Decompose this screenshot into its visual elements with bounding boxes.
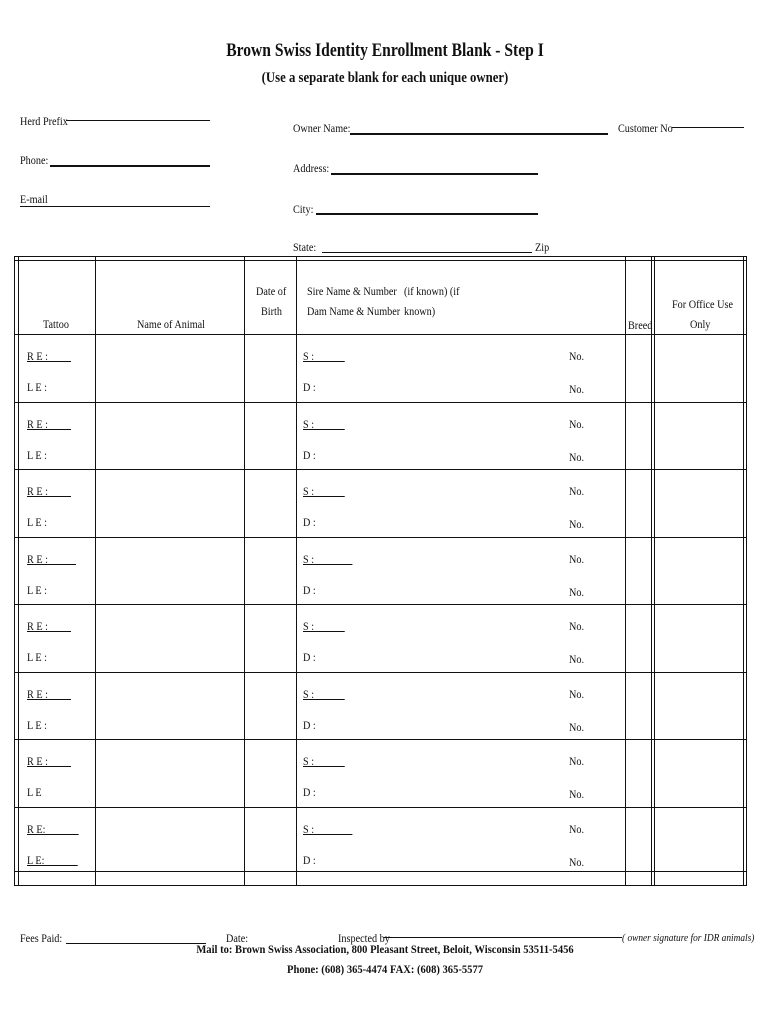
state-field[interactable] xyxy=(322,252,532,253)
dam-entry[interactable]: D : xyxy=(303,582,316,597)
sire-number[interactable]: No. xyxy=(569,619,585,633)
left-ear-tattoo[interactable]: L E : xyxy=(27,650,48,664)
table-bottom-inner-rule xyxy=(15,871,746,872)
header-if-known-1: (if known) (if xyxy=(404,284,460,298)
sire-number[interactable]: No. xyxy=(569,484,585,498)
inspected-by-label: Inspected by xyxy=(338,931,390,945)
dam-number[interactable]: No. xyxy=(569,652,585,666)
dam-number[interactable]: No. xyxy=(569,382,585,396)
sire-number[interactable]: No. xyxy=(569,349,585,363)
dam-entry[interactable]: D : xyxy=(303,380,316,394)
dam-number[interactable]: No. xyxy=(569,449,585,464)
address-label: Address: xyxy=(293,161,330,175)
fees-paid-label: Fees Paid: xyxy=(20,931,63,945)
sire-number[interactable]: No. xyxy=(569,551,585,566)
email-label: E-mail xyxy=(20,192,48,206)
enrollment-table xyxy=(14,256,747,886)
dam-entry[interactable]: D : xyxy=(303,650,316,664)
dam-entry[interactable]: D : xyxy=(303,852,316,867)
table-row xyxy=(15,402,746,470)
table-row xyxy=(15,334,746,402)
right-ear-tattoo[interactable]: R E : _ _ _ xyxy=(27,349,71,363)
header-tattoo: Tattoo xyxy=(43,317,69,331)
table-row xyxy=(15,537,746,605)
sire-number[interactable]: No. xyxy=(569,821,585,836)
table-row xyxy=(15,807,746,875)
address-field[interactable] xyxy=(331,173,538,175)
left-ear-tattoo[interactable]: L E : xyxy=(27,582,48,597)
left-ear-tattoo[interactable]: L E xyxy=(27,785,42,799)
sire-entry[interactable]: S : _ _ _ _ xyxy=(303,686,345,701)
right-ear-tattoo[interactable]: R E : _ _ _ xyxy=(27,619,71,633)
left-ear-tattoo[interactable]: L E: ______ xyxy=(27,852,78,867)
form-title: Brown Swiss Identity Enrollment Blank - Step I xyxy=(226,40,544,61)
table-row xyxy=(15,739,746,807)
right-ear-tattoo[interactable]: R E : _ _ _ xyxy=(27,754,71,768)
signature-note: ( owner signature for IDR animals) xyxy=(622,932,755,944)
date-label: Date: xyxy=(226,931,249,945)
table-row xyxy=(15,469,746,537)
sire-number[interactable]: No. xyxy=(569,754,585,768)
dam-number[interactable]: No. xyxy=(569,719,585,734)
header-office-use-2: Only xyxy=(690,317,711,331)
right-ear-tattoo[interactable]: R E : _____ xyxy=(27,551,77,566)
sire-entry[interactable]: S : _ _ _ _ xyxy=(303,754,345,768)
header-sire: Sire Name & Number xyxy=(307,284,397,298)
dam-entry[interactable]: D : xyxy=(303,447,316,462)
left-ear-tattoo[interactable]: L E : xyxy=(27,515,48,529)
header-office-use-1: For Office Use xyxy=(672,297,734,311)
phone-label: Phone: xyxy=(20,153,49,167)
mail-to-address: Mail to: Brown Swiss Association, 800 Pleasant Street, Beloit, Wisconsin 53511-5456 xyxy=(196,942,574,956)
sire-entry[interactable]: S : _ _ _ _ xyxy=(303,349,345,363)
sire-entry[interactable]: S : _______ xyxy=(303,821,353,836)
header-date-of-birth-2: Birth xyxy=(261,304,282,318)
customer-no-field[interactable] xyxy=(672,127,744,128)
left-ear-tattoo[interactable]: L E : xyxy=(27,380,48,394)
herd-prefix-label: Herd Prefix xyxy=(20,114,68,128)
zip-label: Zip xyxy=(535,240,550,254)
phone-field[interactable] xyxy=(50,165,210,167)
sire-entry[interactable]: S : _ _ _ _ xyxy=(303,484,345,498)
sire-entry[interactable]: S : _______ xyxy=(303,551,353,566)
phone-fax: Phone: (608) 365-4474 FAX: (608) 365-5577 xyxy=(286,962,484,976)
dam-entry[interactable]: D : xyxy=(303,717,316,732)
dam-entry[interactable]: D : xyxy=(303,515,316,529)
table-top-inner-rule xyxy=(15,260,746,261)
state-label: State: xyxy=(293,240,317,254)
right-ear-tattoo[interactable]: R E: ______ xyxy=(27,821,79,836)
owner-name-label: Owner Name: xyxy=(293,121,351,135)
header-breed: Breed xyxy=(628,318,653,332)
sire-entry[interactable]: S : _ _ _ _ xyxy=(303,416,345,431)
sire-entry[interactable]: S : _ _ _ _ xyxy=(303,619,345,633)
dam-number[interactable]: No. xyxy=(569,787,585,801)
left-ear-tattoo[interactable]: L E : xyxy=(27,717,48,732)
dam-number[interactable]: No. xyxy=(569,854,585,869)
sire-number[interactable]: No. xyxy=(569,686,585,701)
email-field[interactable] xyxy=(20,206,210,207)
form-subtitle: (Use a separate blank for each unique owner) xyxy=(261,70,509,86)
city-label: City: xyxy=(293,202,314,216)
dam-number[interactable]: No. xyxy=(569,517,585,531)
left-ear-tattoo[interactable]: L E : xyxy=(27,447,48,462)
right-ear-tattoo[interactable]: R E : _ _ _ xyxy=(27,686,71,701)
herd-prefix-field[interactable] xyxy=(66,120,210,121)
header-name-of-animal: Name of Animal xyxy=(137,317,205,331)
header-if-known-2: known) xyxy=(404,304,436,318)
header-dam: Dam Name & Number xyxy=(307,304,401,318)
owner-name-field[interactable] xyxy=(350,133,608,135)
table-row xyxy=(15,672,746,740)
header-date-of-birth-1: Date of xyxy=(256,284,287,298)
customer-no-label: Customer No xyxy=(618,121,673,135)
city-field[interactable] xyxy=(316,213,538,215)
right-ear-tattoo[interactable]: R E : _ _ _ xyxy=(27,416,71,431)
table-row xyxy=(15,604,746,672)
dam-number[interactable]: No. xyxy=(569,584,585,599)
right-ear-tattoo[interactable]: R E : _ _ _ xyxy=(27,484,71,498)
dam-entry[interactable]: D : xyxy=(303,785,316,799)
owner-signature-field[interactable] xyxy=(384,937,622,938)
sire-number[interactable]: No. xyxy=(569,416,585,431)
